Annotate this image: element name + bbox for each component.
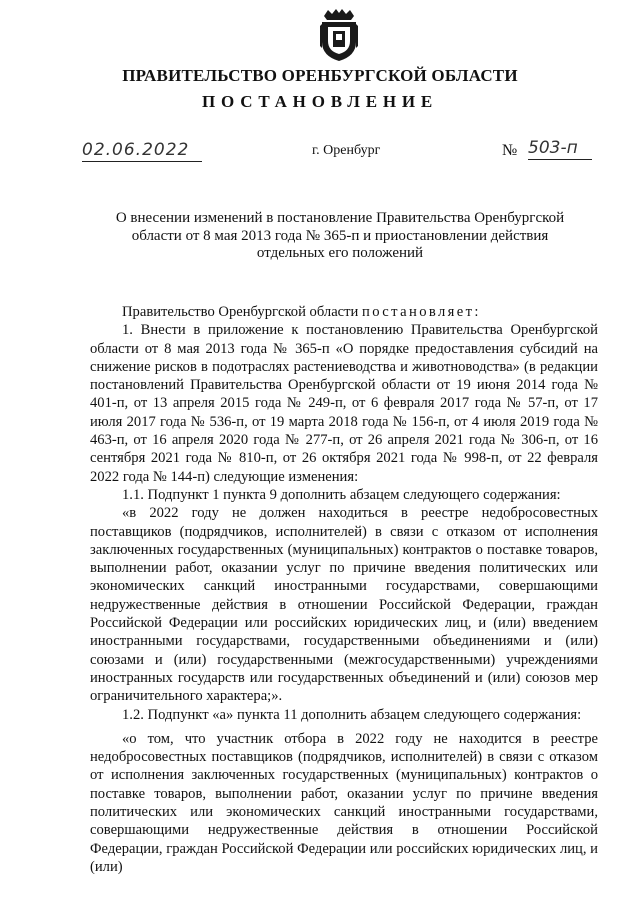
paragraph-1-1-quote: «в 2022 году не должен находиться в реестре недобросовестных поставщиков (подрядчиков, исполнителей) в связи с отказом от исполнения заключенных государственных (муниципальных) контрактов о поставке товаров, выполнении работ, оказании услуг по причине введения политических или экономических санкций иностранными государствами, совершающими недружественные действия в отношении Российской Федерации, граждан Российской Федерации или российских юридических лиц, и (или) введением иностранными государствами, государственными объединениями и (или) союзами и (или) государственными (межгосударственными) учреждениями иностранных государств или государственных объединений и (или) союзов мер ограничительного характера;».	[90, 505, 598, 705]
document-title: О внесении изменений в постановление Правительства Оренбургской области от 8 мая 2013 года № 365-п и приостановлении действия отдельных его положений	[115, 210, 565, 261]
intro-resolves: постановляет:	[362, 304, 481, 320]
document-number: 503-п	[528, 138, 592, 160]
document-city: г. Оренбург	[312, 143, 381, 158]
paragraph-1-1: 1.1. Подпункт 1 пункта 9 дополнить абзацем следующего содержания:	[122, 486, 561, 503]
document-date: 02.06.2022	[82, 140, 202, 162]
number-label: №	[502, 142, 518, 159]
intro-prefix: Правительство Оренбургской области	[122, 304, 359, 320]
intro-paragraph	[90, 303, 598, 321]
government-name: ПРАВИТЕЛЬСТВО ОРЕНБУРГСКОЙ ОБЛАСТИ	[122, 66, 518, 85]
paragraph-1: 1. Внести в приложение к постановлению Правительства Оренбургской области от 8 мая 2013 года № 365-п «О порядке предоставления субсидий на снижение рисков в подотраслях растениеводства и животноводства» (в редакции постановлений Правительства Оренбургской области от 19 июня 2014 года № 401-п, от 13 апреля 2015 года № 249-п, от 6 февраля 2017 года № 57-п, от 17 июля 2017 года № 536-п, от 19 марта 2018 года № 156-п, от 4 июля 2019 года № 463-п, от 16 апреля 2020 года № 277-п, от 26 апреля 2021 года № 306-п, от 16 сентября 2021 года № 810-п, от 26 октября 2021 года № 998-п, от 22 февраля 2022 года № 144-п) следующие изменения:	[90, 322, 598, 485]
paragraph-1-2: 1.2. Подпункт «а» пункта 11 дополнить абзацем следующего содержания:	[122, 706, 582, 723]
paragraph-1-2-quote: «о том, что участник отбора в 2022 году не находится в реестре недобросовестных поставщиков (подрядчиков, исполнителей) в связи с отказом от исполнения заключенных государственных (муниципальных) контрактов о поставке товаров, выполнении работ, оказании услуг по причине введения политических или экономических санкций иностранными государствами, совершающими недружественные действия в отношении Российской Федерации, граждан Российской Федерации или российских юридических лиц, и (или)	[90, 730, 598, 875]
coat-of-arms-icon	[318, 8, 360, 62]
document-body	[90, 303, 598, 876]
document-type: ПОСТАНОВЛЕНИЕ	[201, 92, 439, 111]
